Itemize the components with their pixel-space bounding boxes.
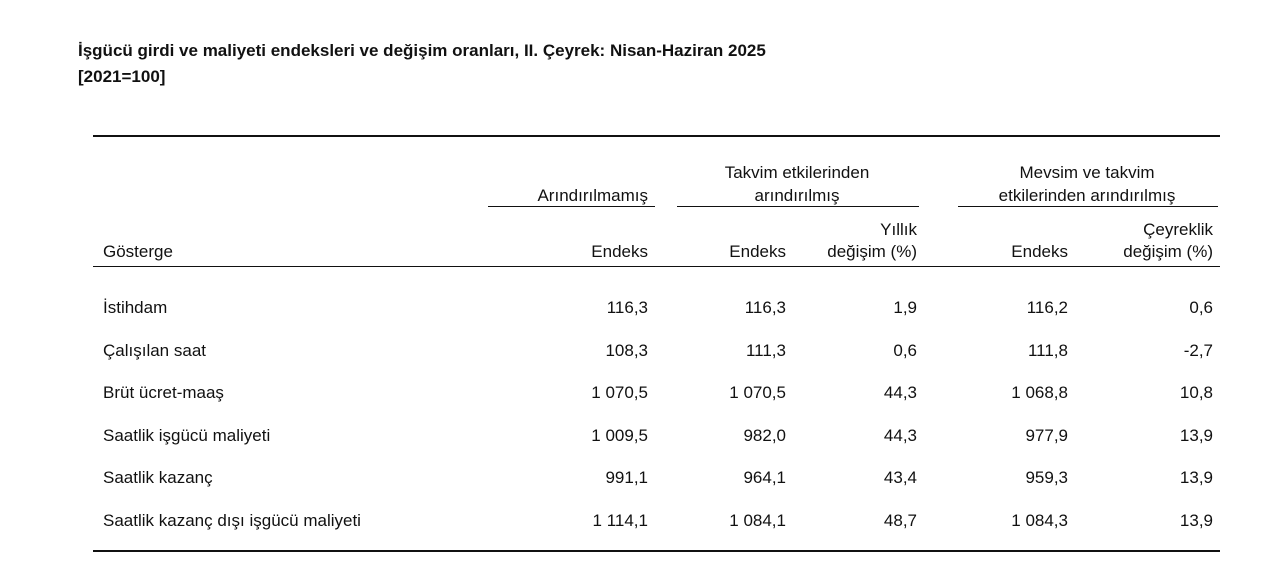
header-group-unadjusted-underline — [488, 206, 655, 207]
header-endeks-seasonal: Endeks — [1011, 242, 1068, 261]
row-value-calendar: 116,3 — [744, 298, 786, 317]
header-group-seasonal-line1: Mevsim ve takvim — [1019, 163, 1155, 182]
row-value-calendar: 964,1 — [743, 468, 786, 487]
row-value-unadjusted: 1 009,5 — [591, 426, 648, 445]
top-rule — [93, 135, 1220, 137]
row-annual-change: 0,6 — [893, 341, 917, 360]
row-value-seasonal: 1 084,3 — [1011, 511, 1068, 530]
row-quarterly-change: 10,8 — [1179, 383, 1213, 402]
bottom-rule — [93, 550, 1220, 552]
row-value-unadjusted: 991,1 — [605, 468, 648, 487]
row-quarterly-change: 13,9 — [1179, 511, 1213, 530]
header-endeks-unadjusted: Endeks — [591, 242, 648, 261]
row-value-calendar: 982,0 — [743, 426, 786, 445]
row-quarterly-change: 0,6 — [1189, 298, 1213, 317]
header-rule — [93, 266, 1220, 267]
row-value-unadjusted: 108,3 — [605, 341, 648, 360]
header-indicator: Gösterge — [103, 242, 173, 261]
header-annual-change-line2: değişim (%) — [827, 242, 917, 261]
header-group-seasonal-underline — [958, 206, 1218, 207]
row-quarterly-change: 13,9 — [1179, 468, 1213, 487]
row-indicator: Saatlik işgücü maliyeti — [103, 426, 271, 445]
row-indicator: Saatlik kazanç dışı işgücü maliyeti — [103, 511, 361, 530]
header-group-calendar-line1: Takvim etkilerinden — [724, 163, 870, 182]
row-value-seasonal: 959,3 — [1025, 468, 1068, 487]
row-indicator: Saatlik kazanç — [103, 468, 213, 487]
title-main: İşgücü girdi ve maliyeti endeksleri ve değişim oranları, II. Çeyrek: Nisan-Haziran 2025 — [78, 41, 766, 60]
header-endeks-calendar: Endeks — [729, 242, 786, 261]
row-value-unadjusted: 1 070,5 — [591, 383, 648, 402]
header-annual-change-line1: Yıllık — [880, 220, 917, 239]
row-indicator: Brüt ücret-maaş — [103, 383, 224, 402]
header-group-calendar-underline — [677, 206, 919, 207]
row-annual-change: 48,7 — [883, 511, 917, 530]
table-title — [78, 38, 766, 90]
row-value-unadjusted: 1 114,1 — [592, 511, 648, 530]
header-group-seasonal-line2: etkilerinden arındırılmış — [998, 186, 1176, 205]
row-quarterly-change: -2,7 — [1183, 341, 1213, 360]
header-quarterly-change-line1: Çeyreklik — [1143, 220, 1213, 239]
row-value-calendar: 1 084,1 — [729, 511, 786, 530]
row-value-seasonal: 1 068,8 — [1011, 383, 1068, 402]
title-base-year: [2021=100] — [78, 67, 166, 86]
row-indicator: Çalışılan saat — [103, 341, 206, 360]
row-annual-change: 1,9 — [893, 298, 917, 317]
row-annual-change: 44,3 — [883, 383, 917, 402]
header-group-unadjusted: Arındırılmamış — [537, 186, 648, 205]
row-annual-change: 44,3 — [883, 426, 917, 445]
row-indicator: İstihdam — [103, 298, 168, 317]
row-value-unadjusted: 116,3 — [606, 298, 648, 317]
row-value-calendar: 1 070,5 — [729, 383, 786, 402]
row-value-seasonal: 977,9 — [1025, 426, 1068, 445]
row-quarterly-change: 13,9 — [1179, 426, 1213, 445]
row-value-seasonal: 116,2 — [1026, 298, 1068, 317]
header-group-calendar-line2: arındırılmış — [754, 186, 840, 205]
header-quarterly-change-line2: değişim (%) — [1123, 242, 1213, 261]
row-value-calendar: 111,3 — [745, 341, 786, 360]
row-annual-change: 43,4 — [883, 468, 917, 487]
row-value-seasonal: 111,8 — [1027, 341, 1068, 360]
